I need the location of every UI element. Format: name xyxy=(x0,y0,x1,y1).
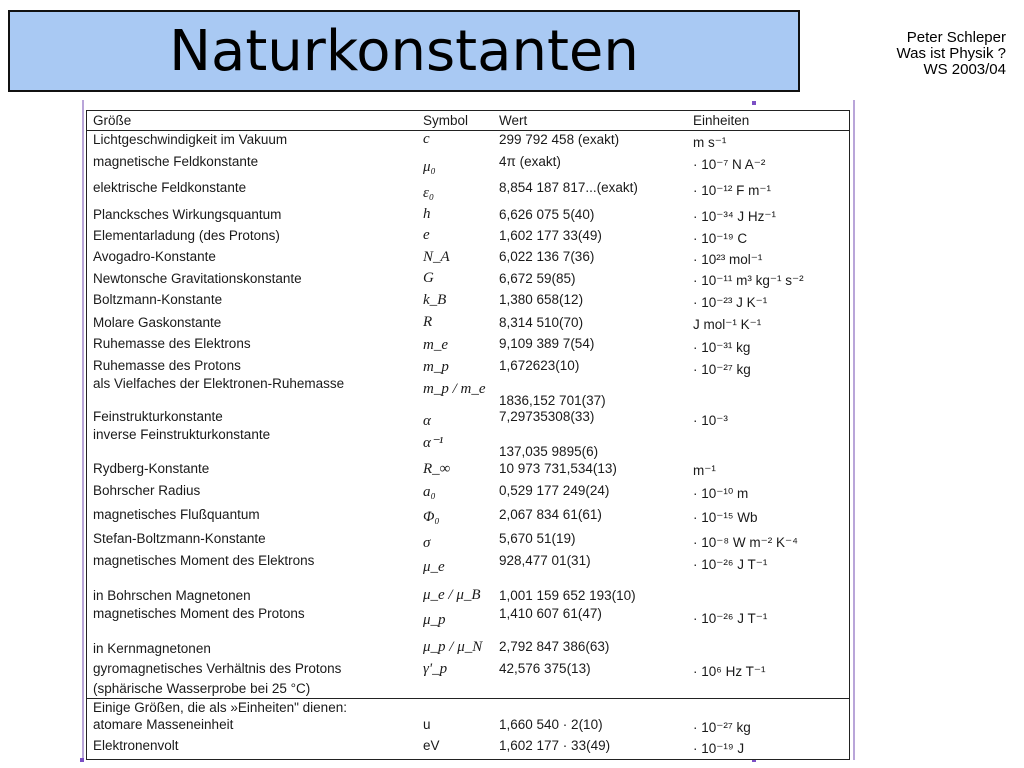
right-border-stripe xyxy=(853,100,855,760)
quantity-name: Ruhemasse des Elektrons xyxy=(93,336,251,351)
symbol: k_B xyxy=(423,292,447,308)
symbol: α⁻¹ xyxy=(423,435,444,451)
quantity-name: magnetisches Flußquantum xyxy=(93,507,260,522)
unit: · 10⁻⁷ N A⁻² xyxy=(693,157,766,172)
symbol: eV xyxy=(423,738,440,753)
value: 1,380 658(12) xyxy=(499,292,584,307)
value: 1,672623(10) xyxy=(499,358,580,373)
corner-mark xyxy=(80,758,84,762)
corner-mark xyxy=(752,101,756,105)
symbol: μ_p xyxy=(423,612,446,628)
quantity-name: magnetisches Moment des Protons xyxy=(93,606,305,621)
unit: J mol⁻¹ K⁻¹ xyxy=(693,317,762,332)
value: 42,576 375(13) xyxy=(499,661,591,676)
symbol: G xyxy=(423,270,434,286)
unit: · 10⁻¹² F m⁻¹ xyxy=(693,183,771,198)
symbol: a₀ xyxy=(423,484,436,500)
symbol: ε₀ xyxy=(423,185,435,201)
symbol: α xyxy=(423,413,431,429)
value: 6,022 136 7(36) xyxy=(499,249,595,264)
unit: · 10²³ mol⁻¹ xyxy=(693,252,763,267)
quantity-name: atomare Masseneinheit xyxy=(93,717,234,732)
unit: · 10⁻²⁷ kg xyxy=(693,720,751,735)
table-header xyxy=(87,111,849,131)
symbol: N_A xyxy=(423,249,450,265)
unit: · 10⁶ Hz T⁻¹ xyxy=(693,664,766,679)
unit: · 10⁻²⁶ J T⁻¹ xyxy=(693,611,768,626)
quantity-name: Elektronenvolt xyxy=(93,738,179,753)
value: 1,410 607 61(47) xyxy=(499,606,602,621)
value: 1,602 177 · 33(49) xyxy=(499,738,611,753)
value: 6,626 075 5(40) xyxy=(499,207,595,222)
unit: · 10⁻³¹ kg xyxy=(693,340,751,355)
value: 299 792 458 (exakt) xyxy=(499,132,620,147)
quantity-name: magnetische Feldkonstante xyxy=(93,154,259,169)
value: 9,109 389 7(54) xyxy=(499,336,595,351)
quantity-name: Stefan-Boltzmann-Konstante xyxy=(93,531,266,546)
symbol: μ₀ xyxy=(423,159,436,175)
section-divider xyxy=(87,698,849,699)
symbol: c xyxy=(423,131,430,147)
author-name: Peter Schleper xyxy=(906,29,1006,46)
value: 2,792 847 386(63) xyxy=(499,639,610,654)
quantity-name: (sphärische Wasserprobe bei 25 °C) xyxy=(93,681,311,696)
value: 2,067 834 61(61) xyxy=(499,507,602,522)
left-border-stripe xyxy=(82,100,84,760)
unit: · 10⁻³ xyxy=(693,413,728,428)
header-value: Wert xyxy=(499,113,528,128)
value: 928,477 01(31) xyxy=(499,553,591,568)
quantity-name: in Bohrschen Magnetonen xyxy=(93,588,251,603)
symbol: γ'_p xyxy=(423,661,448,677)
quantity-name: Boltzmann-Konstante xyxy=(93,292,223,307)
unit: m s⁻¹ xyxy=(693,135,727,150)
value: 8,314 510(70) xyxy=(499,315,584,330)
quantity-name: Feinstrukturkonstante xyxy=(93,409,223,424)
unit: · 10⁻¹⁹ J xyxy=(693,741,745,756)
quantity-name: Newtonsche Gravitationskonstante xyxy=(93,271,302,286)
quantity-name: Plancksches Wirkungsquantum xyxy=(93,207,282,222)
symbol: σ xyxy=(423,535,431,551)
quantity-name: Rydberg-Konstante xyxy=(93,461,210,476)
quantity-name: Molare Gaskonstante xyxy=(93,315,222,330)
symbol: m_p / m_e xyxy=(423,381,486,397)
semester: WS 2003/04 xyxy=(923,61,1006,78)
quantity-name: inverse Feinstrukturkonstante xyxy=(93,427,271,442)
header-unit: Einheiten xyxy=(693,113,750,128)
value: 8,854 187 817...(exakt) xyxy=(499,180,638,195)
section-heading: Einige Größen, die als »Einheiten" dienen: xyxy=(93,700,347,715)
value: 0,529 177 249(24) xyxy=(499,483,610,498)
unit: · 10⁻²⁷ kg xyxy=(693,362,751,377)
symbol: u xyxy=(423,717,431,732)
unit: m⁻¹ xyxy=(693,463,716,478)
symbol: μ_p / μ_N xyxy=(423,639,483,655)
header-quantity: Größe xyxy=(93,113,132,128)
unit: · 10⁻²⁶ J T⁻¹ xyxy=(693,557,768,572)
symbol: m_p xyxy=(423,359,449,375)
value: 10 973 731,534(13) xyxy=(499,461,617,476)
value: 1,602 177 33(49) xyxy=(499,228,602,243)
unit: · 10⁻²³ J K⁻¹ xyxy=(693,295,768,310)
symbol: h xyxy=(423,206,431,222)
value: 1,660 540 · 2(10) xyxy=(499,717,603,732)
header-symbol: Symbol xyxy=(423,113,469,128)
symbol: Φ₀ xyxy=(423,509,440,525)
author-block xyxy=(897,30,1006,78)
symbol: m_e xyxy=(423,337,448,353)
quantity-name: Ruhemasse des Protons xyxy=(93,358,241,373)
value: 4π (exakt) xyxy=(499,154,561,169)
symbol: μ_e / μ_B xyxy=(423,587,481,603)
page-title: Naturkonstanten xyxy=(169,18,639,84)
quantity-name: Elementarladung (des Protons) xyxy=(93,228,280,243)
title-banner xyxy=(8,10,800,92)
value: 1,001 159 652 193(10) xyxy=(499,588,636,603)
unit: · 10⁻⁸ W m⁻² K⁻⁴ xyxy=(693,535,798,550)
unit: · 10⁻¹⁹ C xyxy=(693,231,748,246)
constants-table xyxy=(86,110,850,760)
course-title: Was ist Physik ? xyxy=(896,45,1006,62)
value: 7,29735308(33) xyxy=(499,409,595,424)
unit: · 10⁻¹¹ m³ kg⁻¹ s⁻² xyxy=(693,273,804,288)
value: 137,035 9895(6) xyxy=(499,444,599,459)
quantity-name: magnetisches Moment des Elektrons xyxy=(93,553,315,568)
quantity-name: Avogadro-Konstante xyxy=(93,249,216,264)
value: 5,670 51(19) xyxy=(499,531,576,546)
unit: · 10⁻¹⁰ m xyxy=(693,486,749,501)
quantity-name: gyromagnetisches Verhältnis des Protons xyxy=(93,661,342,676)
symbol: e xyxy=(423,227,430,243)
unit: · 10⁻¹⁵ Wb xyxy=(693,510,758,525)
quantity-name: Bohrscher Radius xyxy=(93,483,201,498)
value: 1836,152 701(37) xyxy=(499,393,606,408)
symbol: R_∞ xyxy=(423,461,451,477)
quantity-name: in Kernmagnetonen xyxy=(93,641,211,656)
symbol: R xyxy=(423,314,433,330)
quantity-name: Lichtgeschwindigkeit im Vakuum xyxy=(93,132,288,147)
quantity-name: als Vielfaches der Elektronen-Ruhemasse xyxy=(93,376,345,391)
unit: · 10⁻³⁴ J Hz⁻¹ xyxy=(693,209,777,224)
value: 6,672 59(85) xyxy=(499,271,576,286)
quantity-name: elektrische Feldkonstante xyxy=(93,180,247,195)
symbol: μ_e xyxy=(423,559,445,575)
